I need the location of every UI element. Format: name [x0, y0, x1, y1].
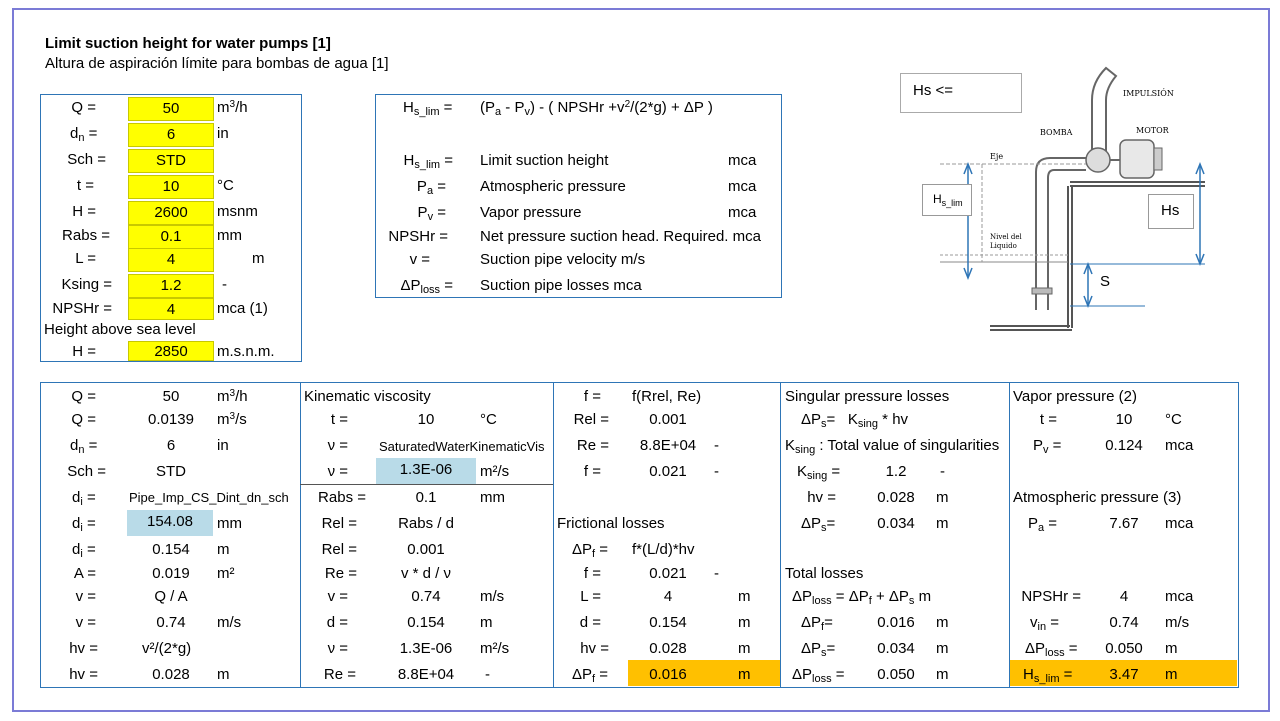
t-unit: °C: [217, 177, 234, 194]
c2-d-value: 0.154: [407, 614, 445, 631]
c2-t-label: t =: [330, 411, 348, 428]
legend-v-desc: Suction pipe velocity m/s: [480, 251, 646, 268]
viscosity-underline: [300, 484, 553, 485]
formula-lhs: $H_{s\_lim}$ =: [403, 99, 453, 118]
c1-di-m-unit: m: [217, 541, 230, 558]
c4-dps-label: $\Delta P_s=$: [801, 515, 836, 534]
c3-rel-label: Rel =: [573, 411, 609, 428]
c5-vin-unit: m/s: [1165, 614, 1190, 631]
c3-dpf-unit: m: [738, 666, 751, 683]
c5-hslim-unit: m: [1165, 666, 1178, 683]
vapor-pressure-title: Vapor pressure (2): [1013, 388, 1137, 405]
motor-label: MOTOR: [1136, 126, 1169, 135]
c1-v2-label: v =: [75, 614, 96, 631]
c5-npshr-label: NPSHr =: [1021, 588, 1081, 605]
c3-hv-label: hv =: [580, 640, 609, 657]
c4-dps-formula: $\Delta P_s=$ $K_{sing}$ * hv: [801, 411, 909, 430]
c4-dps2-label: $\Delta P_s=$: [801, 640, 836, 659]
c3-rel-value: 0.001: [649, 411, 687, 428]
c3-f2-label: f =: [583, 463, 601, 480]
l-label: L =: [75, 250, 96, 267]
c4-ksing-desc: $K_{sing}$ : Total value of singularities: [785, 437, 1000, 456]
c2-nu3-value: 1.3E-06: [399, 640, 453, 657]
c4-dploss-unit: m: [936, 666, 949, 683]
c1-di2-label: $d_i$ =: [72, 515, 96, 534]
t-label: t =: [76, 177, 94, 194]
c4-ksing-label: $K_{sing}$ =: [797, 463, 841, 482]
c4-dpf-unit: m: [936, 614, 949, 631]
npshr-unit: mca (1): [217, 300, 268, 317]
c2-rel-value: 0.001: [407, 541, 445, 558]
legend-pv: $P_v$ =: [417, 204, 446, 223]
c2-nu3-label: ν =: [327, 640, 348, 657]
viscosity-title: Kinematic viscosity: [304, 388, 431, 405]
legend-dploss: $\Delta P_{loss}$ =: [400, 277, 453, 296]
c5-pv-unit: mca: [1165, 437, 1194, 454]
l-unit: m: [252, 250, 265, 267]
rabs-label: Rabs =: [62, 227, 110, 244]
c3-re-unit: -: [714, 437, 719, 454]
q-unit: $m^3/h$: [217, 99, 248, 116]
legend-pa: $P_a$ =: [416, 178, 446, 197]
c3-hv-value: 0.028: [649, 640, 687, 657]
formula-rhs: $(P_a - P_v)$ - ( NPSHr $+v^2/(2*g) + \Delta P$ ): [480, 99, 713, 118]
frictional-losses-title: Frictional losses: [557, 515, 665, 532]
c1-hv2-label: hv =: [69, 666, 98, 683]
hslim-label: $H_{s\_lim}$: [933, 192, 963, 208]
c3-l-label: L =: [580, 588, 601, 605]
h2-label: H =: [72, 343, 96, 360]
c1-a-label: A =: [73, 565, 96, 582]
c1-di3-label: $d_i$ =: [72, 541, 96, 560]
c5-vin-value: 0.74: [1109, 614, 1139, 631]
c2-rel-formula: Rabs / d: [398, 515, 454, 532]
c1-di-label: $d_i$ =: [72, 489, 96, 508]
c3-f3-value: 0.021: [649, 565, 687, 582]
c1-a-unit: m²: [217, 565, 235, 582]
c4-dploss-label: $\Delta P_{loss}$ =: [792, 666, 845, 685]
c1-sch-label: Sch =: [67, 463, 106, 480]
c2-rabs-unit: mm: [480, 489, 505, 506]
c4-hv-value: 0.028: [877, 489, 915, 506]
c1-di-mm-unit: mm: [217, 515, 242, 532]
c1-v-formula: Q / A: [154, 588, 188, 605]
c3-dpf2-label: $\Delta P_f$ =: [572, 666, 609, 685]
c3-dpf-label: $\Delta P_f$ =: [572, 541, 609, 560]
c5-hslim-value: 3.47: [1109, 666, 1139, 683]
q-label: Q =: [71, 99, 96, 116]
c4-dploss-formula: $\Delta P_{loss} = \Delta P_f + \Delta P_s$ m: [792, 588, 932, 607]
c1-dn-value: 6: [166, 437, 176, 454]
c1-hv-unit: m: [217, 666, 230, 683]
legend-pa-unit: mca: [728, 178, 757, 195]
dn-label: $d_n$ =: [70, 125, 98, 144]
c3-l-value: 4: [663, 588, 673, 605]
legend-hslim-unit: mca: [728, 152, 757, 169]
legend-npshr-desc: Net pressure suction head. Required. mca: [480, 228, 761, 245]
c2-t-value: 10: [417, 411, 435, 428]
c5-t-label: t =: [1039, 411, 1057, 428]
c1-hv-label: hv =: [69, 640, 98, 657]
atmospheric-pressure-title: Atmospheric pressure (3): [1013, 489, 1182, 506]
c4-dpf-label: $\Delta P_f=$: [801, 614, 833, 633]
legend-hslim-desc: Limit suction height: [480, 152, 609, 169]
c1-q2-unit: $m^3/s$: [217, 411, 247, 428]
s-label: S: [1100, 273, 1111, 290]
c3-f-formula: f(Rrel, Re): [632, 388, 702, 405]
c2-v-label: v =: [327, 588, 348, 605]
c4-hv-unit: m: [936, 489, 949, 506]
c5-hslim-label: $H_{s\_lim}$ =: [1023, 666, 1073, 685]
rabs-unit: mm: [217, 227, 242, 244]
c3-re-value: 8.8E+04: [639, 437, 697, 454]
c3-re-label: Re =: [576, 437, 609, 454]
dn-unit: in: [217, 125, 229, 142]
c3-f3-label: f =: [583, 565, 601, 582]
singular-losses-title: Singular pressure losses: [785, 388, 950, 405]
nivel-label: Nivel del Liquido: [990, 233, 1022, 250]
c1-di-m-value: 0.154: [152, 541, 190, 558]
legend-pv-desc: Vapor pressure: [480, 204, 582, 221]
c3-d-label: d =: [579, 614, 601, 631]
c2-nu-value: 1.3E-06: [376, 458, 476, 484]
legend-pv-unit: mca: [728, 204, 757, 221]
c3-f-label: f =: [583, 388, 601, 405]
c3-dpf-value: 0.016: [649, 666, 687, 683]
c2-d-unit: m: [480, 614, 493, 631]
col-divider-3: [780, 382, 781, 687]
impulsion-label: IMPULSIÓN: [1123, 89, 1174, 98]
c1-dn-label: $d_n$ =: [70, 437, 98, 456]
total-losses-title: Total losses: [785, 565, 864, 582]
c1-hv-formula: v²/(2*g): [142, 640, 192, 657]
ksing-input[interactable]: 1.2: [128, 274, 214, 298]
c4-hv-label: hv =: [807, 489, 836, 506]
c5-pv-value: 0.124: [1105, 437, 1143, 454]
ksing-label: Ksing =: [61, 276, 112, 293]
c3-l-unit: m: [738, 588, 751, 605]
sch-input[interactable]: STD: [128, 149, 214, 173]
q-input[interactable]: 50: [128, 97, 214, 121]
c1-a-value: 0.019: [152, 565, 190, 582]
t-input[interactable]: 10: [128, 175, 214, 199]
c2-rabs-value: 0.1: [415, 489, 437, 506]
npshr-label: NPSHr =: [52, 300, 112, 317]
c4-dps-unit: m: [936, 515, 949, 532]
page-title: Limit suction height for water pumps [1]: [45, 35, 331, 52]
c1-v-label: v =: [75, 588, 96, 605]
c2-nu3-unit: m²/s: [480, 640, 510, 657]
c1-dn-unit: in: [217, 437, 229, 454]
c5-t-value: 10: [1115, 411, 1133, 428]
c3-hv-unit: m: [738, 640, 751, 657]
l-input[interactable]: 4: [128, 248, 214, 272]
c5-pa-label: $P_a$ =: [1028, 515, 1058, 534]
c4-dps2-unit: m: [936, 640, 949, 657]
c5-npshr-unit: mca: [1165, 588, 1194, 605]
c1-q-label: Q =: [71, 388, 96, 405]
rabs-input[interactable]: 0.1: [128, 225, 214, 249]
height-sea-level-label: Height above sea level: [44, 321, 196, 338]
c2-d-label: d =: [326, 614, 348, 631]
h-input[interactable]: 2600: [128, 201, 214, 225]
c2-t-unit: °C: [480, 411, 497, 428]
eje-label: Eje: [990, 152, 1004, 161]
c2-nu2-label: ν =: [327, 463, 348, 480]
c5-npshr-value: 4: [1119, 588, 1129, 605]
sch-label: Sch =: [67, 151, 106, 168]
c1-v-value: 0.74: [156, 614, 186, 631]
legend-hslim: $H_{s\_lim}$ =: [403, 152, 453, 171]
c2-rabs-label: Rabs =: [318, 489, 366, 506]
c2-re-formula: v * d / ν: [400, 565, 452, 582]
legend-npshr: NPSHr =: [388, 228, 448, 245]
h-unit: msnm: [217, 203, 258, 220]
c2-rel2-label: Rel =: [321, 541, 357, 558]
c1-di-mm-value: 154.08: [127, 510, 213, 536]
c2-nu-formula: SaturatedWaterKinematicVis: [379, 439, 545, 454]
c2-re-label: Re =: [324, 565, 357, 582]
hs-label: Hs: [1161, 202, 1180, 219]
c2-v-value: 0.74: [411, 588, 441, 605]
h2-input[interactable]: 2850: [128, 341, 214, 361]
dn-input[interactable]: 6: [128, 123, 214, 147]
c2-nu-label: ν =: [327, 437, 348, 454]
c3-f-value: 0.021: [649, 463, 687, 480]
c1-q-value: 50: [162, 388, 180, 405]
legend-pa-desc: Atmospheric pressure: [480, 178, 626, 195]
c5-pv-label: $P_v$ =: [1033, 437, 1062, 456]
c2-rel-label: Rel =: [321, 515, 357, 532]
c1-sch-value: STD: [156, 463, 186, 480]
c3-d-unit: m: [738, 614, 751, 631]
c1-q-unit: $m^3/h$: [217, 388, 248, 405]
c4-dps-value: 0.034: [877, 515, 915, 532]
c2-re-unit: -: [485, 666, 490, 683]
c1-di-formula: Pipe_Imp_CS_Dint_dn_sch: [129, 490, 289, 505]
c5-dploss-unit: m: [1165, 640, 1178, 657]
c3-f-unit: -: [714, 463, 719, 480]
c2-re-value: 8.8E+04: [397, 666, 455, 683]
ksing-unit: -: [222, 276, 227, 293]
c1-q2-label: Q =: [71, 411, 96, 428]
c5-pa-value: 7.67: [1109, 515, 1139, 532]
h2-unit: m.s.n.m.: [217, 343, 275, 360]
c4-ksing-value: 1.2: [885, 463, 907, 480]
hs-result-label: Hs <=: [913, 82, 954, 99]
bomba-label: BOMBA: [1040, 128, 1073, 137]
c1-q2-value: 0.0139: [148, 411, 194, 428]
c4-dploss-value: 0.050: [877, 666, 915, 683]
c5-t-unit: °C: [1165, 411, 1182, 428]
c2-v-unit: m/s: [480, 588, 505, 605]
c5-dploss-value: 0.050: [1105, 640, 1143, 657]
c4-ksing-unit: -: [940, 463, 945, 480]
c5-dploss-label: $\Delta P_{loss}$ =: [1025, 640, 1078, 659]
c3-dpf-formula: f*(L/d)*hv: [632, 541, 695, 558]
c4-dpf-value: 0.016: [877, 614, 915, 631]
c2-re2-label: Re =: [323, 666, 356, 683]
page-subtitle: Altura de aspiración límite para bombas de agua [1]: [45, 55, 389, 72]
c1-v-unit: m/s: [217, 614, 242, 631]
c5-vin-label: $v_{in}$ =: [1030, 614, 1059, 633]
c3-d-value: 0.154: [649, 614, 687, 631]
h-label: H =: [72, 203, 96, 220]
npshr-input[interactable]: 4: [128, 298, 214, 320]
c3-f3-unit: -: [714, 565, 719, 582]
c2-nu-unit: m²/s: [480, 463, 510, 480]
legend-v: v =: [409, 251, 430, 268]
legend-dploss-desc: Suction pipe losses mca: [480, 277, 642, 294]
c1-hv-value: 0.028: [152, 666, 190, 683]
c4-dps2-value: 0.034: [877, 640, 915, 657]
c5-pa-unit: mca: [1165, 515, 1194, 532]
